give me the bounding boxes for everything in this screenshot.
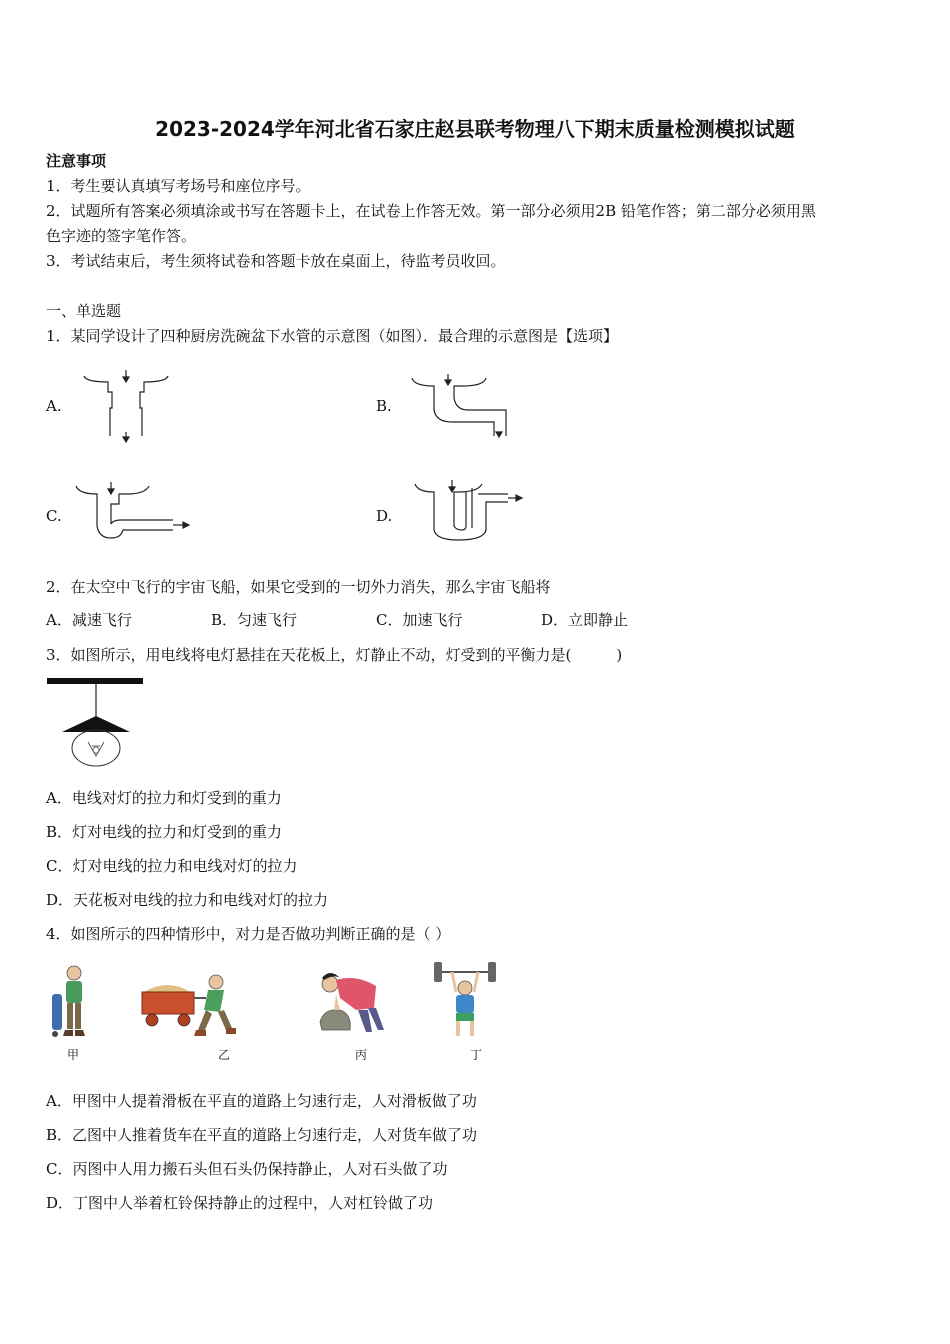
drain-diagram-d	[412, 478, 527, 544]
q3-option-b[interactable]: B．灯对电线的拉力和灯受到的重力	[46, 823, 283, 841]
page-title: 2023-2024学年河北省石家庄赵县联考物理八下期末质量检测模拟试题	[155, 117, 795, 141]
figure-ding-barbell	[432, 960, 498, 1042]
q3-option-a[interactable]: A．电线对灯的拉力和灯受到的重力	[46, 789, 282, 807]
figure-label-bing: 丙	[355, 1048, 368, 1062]
figure-label-ding: 丁	[470, 1048, 483, 1062]
notice-item: 3．考试结束后，考生须将试卷和答题卡放在桌面上，待监考员收回。	[46, 252, 506, 270]
option-label-a: A.	[46, 397, 62, 415]
option-label-d: D.	[376, 507, 393, 525]
figure-bing-stone	[316, 968, 388, 1040]
question-1-stem: 1．某同学设计了四种厨房洗碗盆下水管的示意图（如图）．最合理的示意图是【选项】	[46, 327, 619, 345]
figure-label-yi: 乙	[218, 1048, 231, 1062]
hanging-lamp-figure	[46, 676, 146, 772]
notice-item: 1．考生要认真填写考场号和座位序号。	[46, 177, 311, 195]
drain-diagram-b	[408, 374, 518, 444]
question-4-stem: 4．如图所示的四种情形中，对力是否做功判断正确的是（ ）	[46, 925, 451, 943]
q4-option-a[interactable]: A．甲图中人提着滑板在平直的道路上匀速行走，人对滑板做了功	[46, 1092, 477, 1110]
drain-diagram-a	[80, 370, 180, 445]
q4-option-d[interactable]: D．丁图中人举着杠铃保持静止的过程中，人对杠铃做了功	[46, 1194, 434, 1212]
q2-option-a[interactable]: A．减速飞行	[46, 611, 132, 629]
option-label-c: C.	[46, 507, 62, 525]
section-heading: 一、单选题	[46, 302, 122, 320]
q2-option-b[interactable]: B．匀速飞行	[211, 611, 298, 629]
q4-option-c[interactable]: C．丙图中人用力搬石头但石头仍保持静止，人对石头做了功	[46, 1160, 448, 1178]
q4-option-b[interactable]: B．乙图中人推着货车在平直的道路上匀速行走，人对货车做了功	[46, 1126, 478, 1144]
q2-option-c[interactable]: C．加速飞行	[376, 611, 463, 629]
figure-label-jia: 甲	[67, 1048, 80, 1062]
drain-diagram-c	[73, 480, 193, 542]
option-label-b: B.	[376, 397, 392, 415]
question-3-stem: 3．如图所示，用电线将电灯悬挂在天花板上，灯静止不动，灯受到的平衡力是( )	[46, 646, 623, 664]
q2-option-d[interactable]: D．立即静止	[541, 611, 629, 629]
figure-yi-cart	[138, 970, 243, 1042]
question-2-stem: 2．在太空中飞行的宇宙飞船，如果它受到的一切外力消失，那么宇宙飞船将	[46, 578, 551, 596]
notice-item: 色字迹的签字笔作答。	[46, 227, 197, 245]
notice-item: 2．试题所有答案必须填涂或书写在答题卡上，在试卷上作答无效。第一部分必须用2B 铅笔作答；第二部分必须用黑	[46, 202, 816, 220]
figure-jia-skateboard	[48, 964, 98, 1046]
q3-option-c[interactable]: C．灯对电线的拉力和电线对灯的拉力	[46, 857, 298, 875]
q3-option-d[interactable]: D．天花板对电线的拉力和电线对灯的拉力	[46, 891, 329, 909]
notice-heading: 注意事项	[46, 152, 107, 170]
